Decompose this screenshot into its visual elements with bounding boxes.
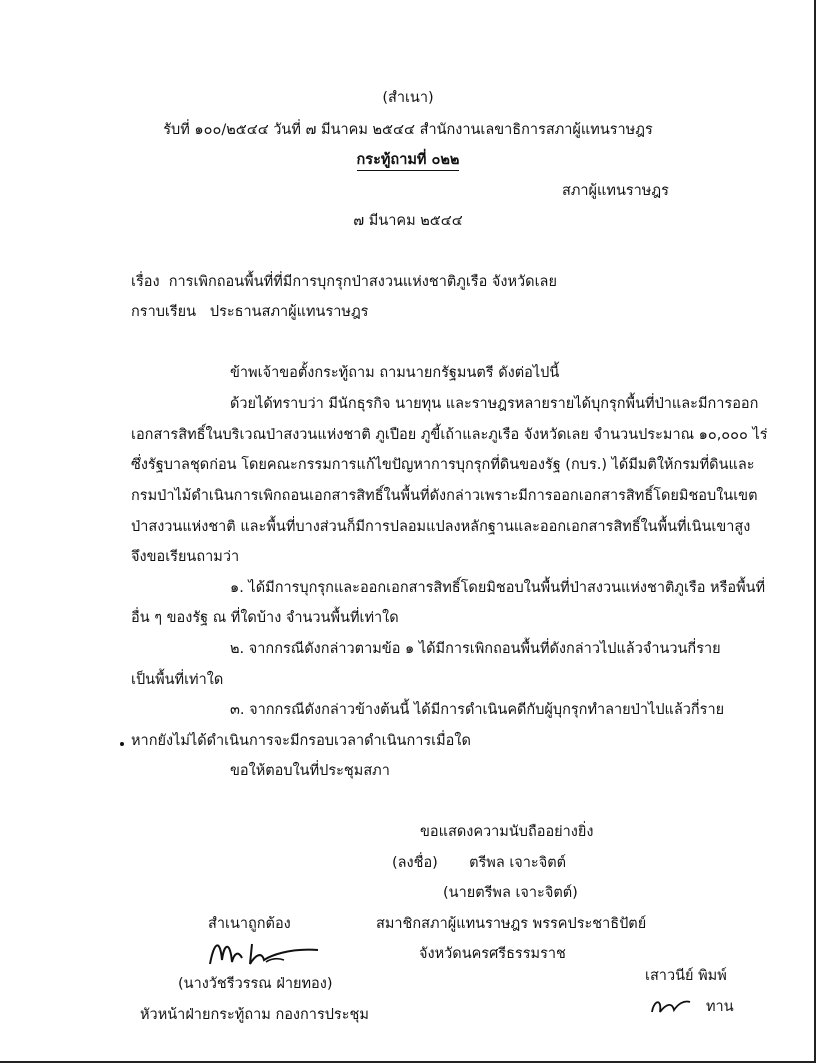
signer-position: สมาชิกสภาผู้แทนราษฎร พรรคประชาธิปัตย์	[376, 916, 647, 932]
certifier-position: หัวหน้าฝ่ายกระทู้ถาม กองการประชุม	[140, 1007, 369, 1023]
subject-line	[131, 275, 557, 290]
subject-label: เรื่อง	[131, 274, 160, 290]
question-2-line: ๒. จากกรณีดังกล่าวตามข้อ ๑ ได้มีการเพิกถอนพื้นที่ดังกล่าวไปแล้วจำนวนกี่ราย	[230, 641, 721, 657]
receipt-line: รับที่ ๑๐๐/๒๕๔๔ วันที่ ๗ มีนาคม ๒๕๔๔ สำนักงานเลขาธิการสภาผู้แทนราษฎร	[163, 122, 653, 138]
signature-name: ตรีพล เจาะจิตต์	[469, 855, 567, 871]
body-para1-line: จึงขอเรียนถามว่า	[131, 549, 240, 565]
certified-copy-label: สำเนาถูกต้อง	[208, 916, 291, 932]
certifier-name: (นางวัชรีวรรณ ฝ่ายทอง)	[178, 976, 333, 992]
body-para1-line: ซึ่งรัฐบาลชุดก่อน โดยคณะกรรมการแก้ไขปัญหาการบุกรุกที่ดินของรัฐ (กบร.) ได้มีมติให้กรมที่ดินและ	[131, 457, 755, 473]
body-para1-line: ด้วยได้ทราบว่า มีนักธุรกิจ นายทุน และราษฎรหลายรายได้บุกรุกพื้นที่ป่าและมีการออก	[230, 396, 759, 412]
question-number-text: กระทู้ถามที่ ๐๒๒	[357, 152, 460, 171]
copy-mark: (สำเนา)	[382, 90, 434, 106]
signature-label: (ลงชื่อ)	[392, 855, 438, 871]
question-3-line: ๓. จากกรณีดังกล่าวข้างต้นนี้ ได้มีการดำเนินคดีกับผู้บุกรุกทำลายป่าไปแล้วกี่ราย	[230, 702, 725, 718]
checked-by: ทาน	[706, 999, 734, 1015]
body-para1-line: เอกสารสิทธิ์ในบริเวณป่าสงวนแห่งชาติ ภูเปือย ภูขี้เถ้าและภูเรือ จังหวัดเลย จำนวนประมาณ ๑๐,๐๐๐ ไร่	[131, 427, 768, 443]
salutation-text: ประธานสภาผู้แทนราษฎร	[209, 304, 369, 320]
handwritten-signature-icon	[206, 934, 326, 974]
salutation-label: กราบเรียน	[131, 304, 197, 320]
body-para1-line: ป่าสงวนแห่งชาติ และพื้นที่บางส่วนก็มีการปลอมแปลงหลักฐานและออกเอกสารสิทธิ์ในพื้นที่เนินเขาสูง	[131, 519, 751, 535]
body-intro: ข้าพเจ้าขอตั้งกระทู้ถาม ถามนายกรัฐมนตรี ดังต่อไปนี้	[230, 365, 560, 381]
question-1-line: อื่น ๆ ของรัฐ ณ ที่ใดบ้าง จำนวนพื้นที่เท่าใด	[131, 610, 399, 626]
organization: สภาผู้แทนราษฎร	[562, 183, 669, 199]
document-date: ๗ มีนาคม ๒๕๔๔	[353, 213, 463, 229]
question-2-line: เป็นพื้นที่เท่าใด	[131, 672, 224, 688]
body-para1-line: กรมป่าไม้ดำเนินการเพิกถอนเอกสารสิทธิ์ในพื้นที่ดังกล่าวเพราะมีการออกเอกสารสิทธิ์โดยมิชอบในเขต	[131, 488, 758, 504]
typed-by: เสาวนีย์ พิมพ์	[645, 968, 727, 984]
salutation-line	[131, 305, 368, 320]
subject-text: การเพิกถอนพื้นที่ที่มีการบุกรุกป่าสงวนแห่งชาติภูเรือ จังหวัดเลย	[168, 274, 557, 290]
signer-province: จังหวัดนครศรีธรรมราช	[419, 946, 566, 962]
signer-full-name: (นายตรีพล เจาะจิตต์)	[443, 885, 578, 901]
question-3-line: หากยังไม่ได้ดำเนินการจะมีกรอบเวลาดำเนินการเมื่อใด	[131, 733, 471, 749]
stray-mark	[120, 742, 124, 746]
question-1-line: ๑. ได้มีการบุกรุกและออกเอกสารสิทธิ์โดยมิชอบในพื้นที่ป่าสงวนแห่งชาติภูเรือ หรือพื้นที่	[230, 580, 766, 596]
initials-signature-icon	[648, 992, 694, 1020]
closing-request: ขอให้ตอบในที่ประชุมสภา	[230, 763, 390, 779]
signature-line	[392, 856, 566, 871]
question-number	[0, 153, 816, 168]
regards: ขอแสดงความนับถืออย่างยิ่ง	[420, 824, 594, 840]
